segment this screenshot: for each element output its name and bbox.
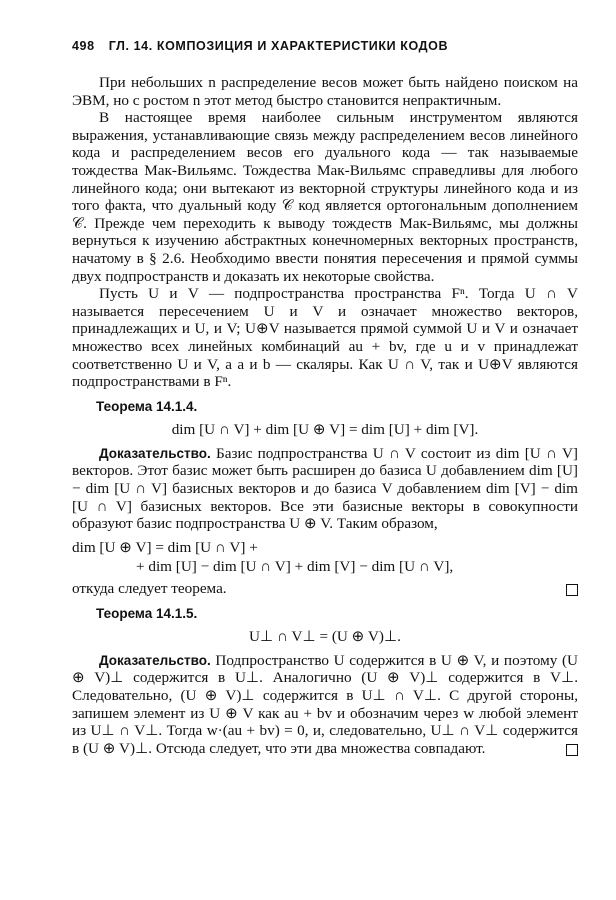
proof-1-text: Базис подпространства U ∩ V состоит из dim [U ∩ V] векторов. Этот базис может быть расширен до базиса U добавлением dim [U] − dim [U ∩ V] базисных векторов и до базиса V добавлением dim [V] − dim [U ∩ V] базисных векторов. Все эти базисные векторы в совокупности образуют базис подпространства U ⊕ V. Таким образом,: [72, 444, 578, 533]
running-header: [72, 39, 552, 53]
paragraph-2: В настоящее время наиболее сильным инструментом являются выражения, устанавливающие связь между распределением весов линейного кода и распределением весов его дуального кода — так называемые тождества Мак-Вильямс. Тождества Мак-Вильямс справедливы для любого линейного кода; они вытекают из векторной структуры линейного кода и из того факта, что дуальный коду 𝒞 код является ортогональным дополнением 𝒞. Прежде чем переходить к выводу тождеств Мак-Вильямс, мы должны вернуться к изучению абстрактных конечномерных векторных пространств, начатому в § 2.6. Необходимо ввести понятия пересечения и прямой суммы двух подпространств и доказать их некоторые свойства.: [72, 109, 578, 285]
proof-1-conclusion-line: [72, 580, 578, 598]
running-title: ГЛ. 14. КОМПОЗИЦИЯ И ХАРАКТЕРИСТИКИ КОДОВ: [108, 39, 449, 53]
proof-1-lead: Доказательство.: [99, 445, 211, 461]
theorem-2-label: Теорема 14.1.5.: [96, 605, 198, 621]
proof-2-text: Подпространство U содержится в U ⊕ V, и поэтому (U ⊕ V)⊥ содержится в U⊥. Аналогично (U ⊕ V)⊥ содержится в V⊥. Следовательно, (U ⊕ V)⊥ содержится в U⊥ ∩ V⊥. С другой стороны, запишем элемент из U ⊕ V как au + bv и обозначим через w любой элемент из U⊥ ∩ V⊥. Тогда w·(au + bv) = 0, и, следовательно, U⊥ ∩ V⊥ содержится в (U ⊕ V)⊥. Отсюда следует, что эти два множества совпадают.: [72, 651, 578, 757]
proof-1-conclusion: откуда следует теорема.: [72, 580, 227, 598]
paragraph-3: Пусть U и V — подпространства пространства Fⁿ. Тогда U ∩ V называется пересечением U и V и означает множество векторов, принадлежащих и U, и V; U⊕V называется прямой суммой U и V и означает множество всех линейных комбинаций au + bv, где u и v принадлежат соответственно U и V, а a и b — скаляры. Как U ∩ V, так и U⊕V являются подпространствами в Fⁿ.: [72, 285, 578, 391]
proof-1-equation-line-1: dim [U ⊕ V] = dim [U ∩ V] +: [72, 538, 258, 556]
proof-2: [72, 652, 578, 758]
qed-square-icon: [566, 584, 578, 596]
proof-1-equation-line-2: + dim [U] − dim [U ∩ V] + dim [V] − dim [U ∩ V],: [136, 558, 454, 576]
proof-2-lead: Доказательство.: [99, 652, 211, 668]
qed-square-icon: [566, 744, 578, 756]
paragraph-1: При небольших n распределение весов может быть найдено поиском на ЭВМ, но с ростом n этот метод быстро становится непрактичным.: [72, 74, 578, 109]
theorem-2-formula: U⊥ ∩ V⊥ = (U ⊕ V)⊥.: [249, 628, 401, 646]
proof-1: [72, 445, 578, 533]
theorem-1-formula: dim [U ∩ V] + dim [U ⊕ V] = dim [U] + dim [V].: [171, 421, 479, 439]
page-number: 498: [72, 39, 95, 53]
theorem-1-label: Теорема 14.1.4.: [96, 398, 198, 414]
page-body: [72, 74, 578, 757]
